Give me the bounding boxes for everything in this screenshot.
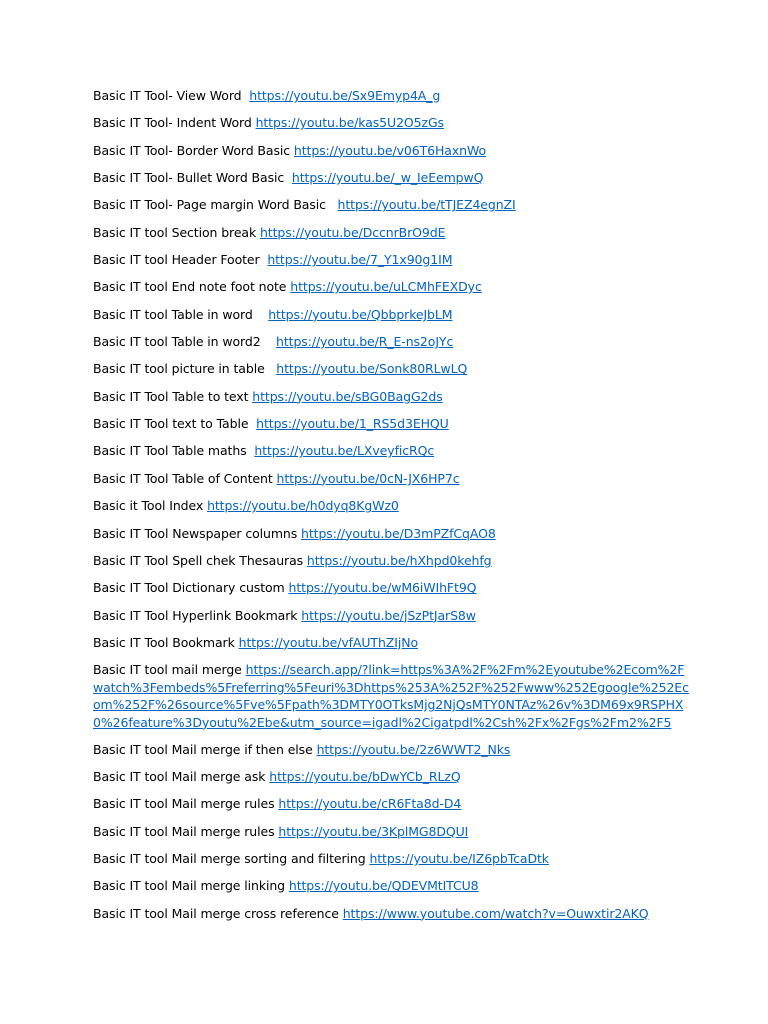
video-link[interactable]: https://youtu.be/7_Y1x90g1IM: [267, 252, 453, 268]
entry-label: Basic IT tool Mail merge sorting and filtering: [93, 851, 370, 867]
list-item: [93, 114, 693, 132]
entry-label: Basic IT Tool Bookmark: [93, 634, 239, 650]
entry-label: Basic IT Tool- View Word: [93, 88, 250, 103]
entry-label: Basic IT tool Mail merge rules: [93, 796, 279, 812]
list-item: [93, 251, 693, 269]
video-link[interactable]: https://youtu.be/2z6WWT2_Nks: [316, 741, 511, 757]
entry-label: Basic IT tool Section break: [93, 224, 260, 240]
list-item: [93, 224, 693, 242]
entry-label: Basic IT tool End note foot note: [93, 279, 291, 295]
entry-label: Basic IT tool Mail merge linking: [93, 878, 289, 894]
entry-label: Basic IT Tool text to Table: [93, 416, 257, 432]
list-item: [93, 741, 693, 759]
entry-label: Basic IT Tool- Bullet Word Basic: [93, 170, 292, 186]
entry-label: Basic IT Tool Table maths: [93, 443, 255, 459]
video-link[interactable]: https://youtu.be/wM6iWIhFt9Q: [288, 580, 477, 596]
list-item: [93, 169, 693, 187]
video-link[interactable]: https://youtu.be/sBG0BagG2ds: [252, 388, 443, 404]
list-item: [93, 470, 693, 488]
entry-label: Basic IT Tool Newspaper columns: [93, 525, 302, 541]
entry-label: Basic IT Tool Dictionary custom: [93, 580, 289, 596]
list-item: [93, 905, 693, 923]
entry-label: Basic IT tool Mail merge if then else: [93, 741, 317, 757]
video-link[interactable]: https://youtu.be/QbbprkeJbLM: [268, 306, 453, 322]
entry-label: Basic IT tool Table in word: [93, 306, 269, 322]
video-link-list: [93, 87, 693, 932]
video-link[interactable]: https://youtu.be/LXveyficRQc: [254, 443, 435, 459]
list-item: [93, 278, 693, 296]
list-item: [93, 525, 693, 543]
list-item: [93, 442, 693, 460]
entry-label: Basic IT Tool- Border Word Basic: [93, 142, 294, 158]
entry-label: Basic IT Tool Spell chek Thesauras: [93, 552, 307, 568]
video-link[interactable]: https://youtu.be/IZ6pbTcaDtk: [369, 851, 549, 867]
video-link[interactable]: https://youtu.be/0cN-JX6HP7c: [276, 470, 460, 486]
list-item: [93, 87, 693, 105]
video-link[interactable]: https://youtu.be/R_E-ns2oJYc: [276, 334, 454, 350]
video-link[interactable]: https://www.youtube.com/watch?v=Ouwxtir2AKQ: [342, 905, 649, 921]
list-item: [93, 388, 693, 406]
video-link[interactable]: https://youtu.be/QDEVMtITCU8: [288, 878, 479, 894]
list-item: [93, 306, 693, 324]
video-link[interactable]: https://youtu.be/vfAUThZIjNo: [238, 634, 419, 650]
entry-label: Basic IT Tool- Indent Word: [93, 115, 256, 131]
list-item: [93, 795, 693, 813]
entry-label: Basic IT tool Mail merge cross reference: [93, 905, 343, 921]
video-link[interactable]: https://search.app/?link=https%3A%2F%2Fm%2Eyoutube%2Ecom%2Fwatch%3Fembeds%5Freferring%5Feuri%3Dhttps%253A%252F%252Fwww%252Egoogle%252Ecom%252F%26source%5Fve%5Fpath%3DMTY0OTksMjg2NjQsMTY0NTAz%26v%3DM69x9RSPHX0%26feature%3Dyoutu%2Ebe&utm_source=igadl%2Cigatpdl%2Csh%2Fx%2Fgs%2Fm2%2F5: [93, 662, 689, 730]
video-link[interactable]: https://youtu.be/hXhpd0kehfg: [306, 552, 492, 568]
video-link[interactable]: https://youtu.be/D3mPZfCqAO8: [301, 525, 496, 541]
list-item: [93, 333, 693, 351]
entry-label: Basic IT Tool Hyperlink Bookmark: [93, 607, 302, 623]
entry-label: Basic IT Tool- Page margin Word Basic: [93, 197, 338, 213]
list-item: [93, 415, 693, 433]
video-link[interactable]: https://youtu.be/tTJEZ4egnZI: [337, 197, 516, 213]
video-link[interactable]: https://youtu.be/DccnrBrO9dE: [259, 224, 446, 240]
video-link[interactable]: https://youtu.be/_w_IeEempwQ: [291, 170, 484, 186]
list-item: [93, 552, 693, 570]
video-link[interactable]: https://youtu.be/h0dyq8KgWz0: [207, 498, 399, 514]
entry-label: Basic IT Tool Table to text: [93, 388, 253, 404]
entry-label: Basic IT tool picture in table: [93, 361, 277, 377]
video-link[interactable]: https://youtu.be/1_RS5d3EHQU: [256, 416, 449, 432]
video-link[interactable]: https://youtu.be/Sx9Emyp4A_g: [249, 88, 441, 103]
video-link[interactable]: https://youtu.be/uLCMhFEXDyc: [290, 279, 482, 295]
entry-label: Basic IT Tool Table of Content: [93, 470, 277, 486]
video-link[interactable]: https://youtu.be/bDwYCb_RLzQ: [269, 769, 461, 785]
entry-label: Basic IT tool Header Footer: [93, 252, 268, 268]
list-item: [93, 823, 693, 841]
list-item: [93, 661, 693, 731]
video-link[interactable]: https://youtu.be/jSzPtJarS8w: [301, 607, 476, 623]
video-link[interactable]: https://youtu.be/3KplMG8DQUI: [278, 823, 469, 839]
list-item: [93, 877, 693, 895]
video-link[interactable]: https://youtu.be/kas5U2O5zGs: [255, 115, 444, 131]
entry-label: Basic IT tool Mail merge rules: [93, 823, 279, 839]
video-link[interactable]: https://youtu.be/cR6Fta8d-D4: [278, 796, 462, 812]
entry-label: Basic IT tool Table in word2: [93, 334, 277, 350]
list-item: [93, 768, 693, 786]
list-item: [93, 579, 693, 597]
entry-label: Basic it Tool Index: [93, 498, 208, 514]
video-link[interactable]: https://youtu.be/Sonk80RLwLQ: [276, 361, 468, 377]
list-item: [93, 142, 693, 160]
entry-label: Basic IT tool Mail merge ask: [93, 769, 270, 785]
entry-label: Basic IT tool mail merge: [93, 662, 246, 678]
list-item: [93, 497, 693, 515]
list-item: [93, 196, 693, 214]
list-item: [93, 607, 693, 625]
list-item: [93, 360, 693, 378]
list-item: [93, 850, 693, 868]
video-link[interactable]: https://youtu.be/v06T6HaxnWo: [293, 142, 487, 158]
list-item: [93, 634, 693, 652]
